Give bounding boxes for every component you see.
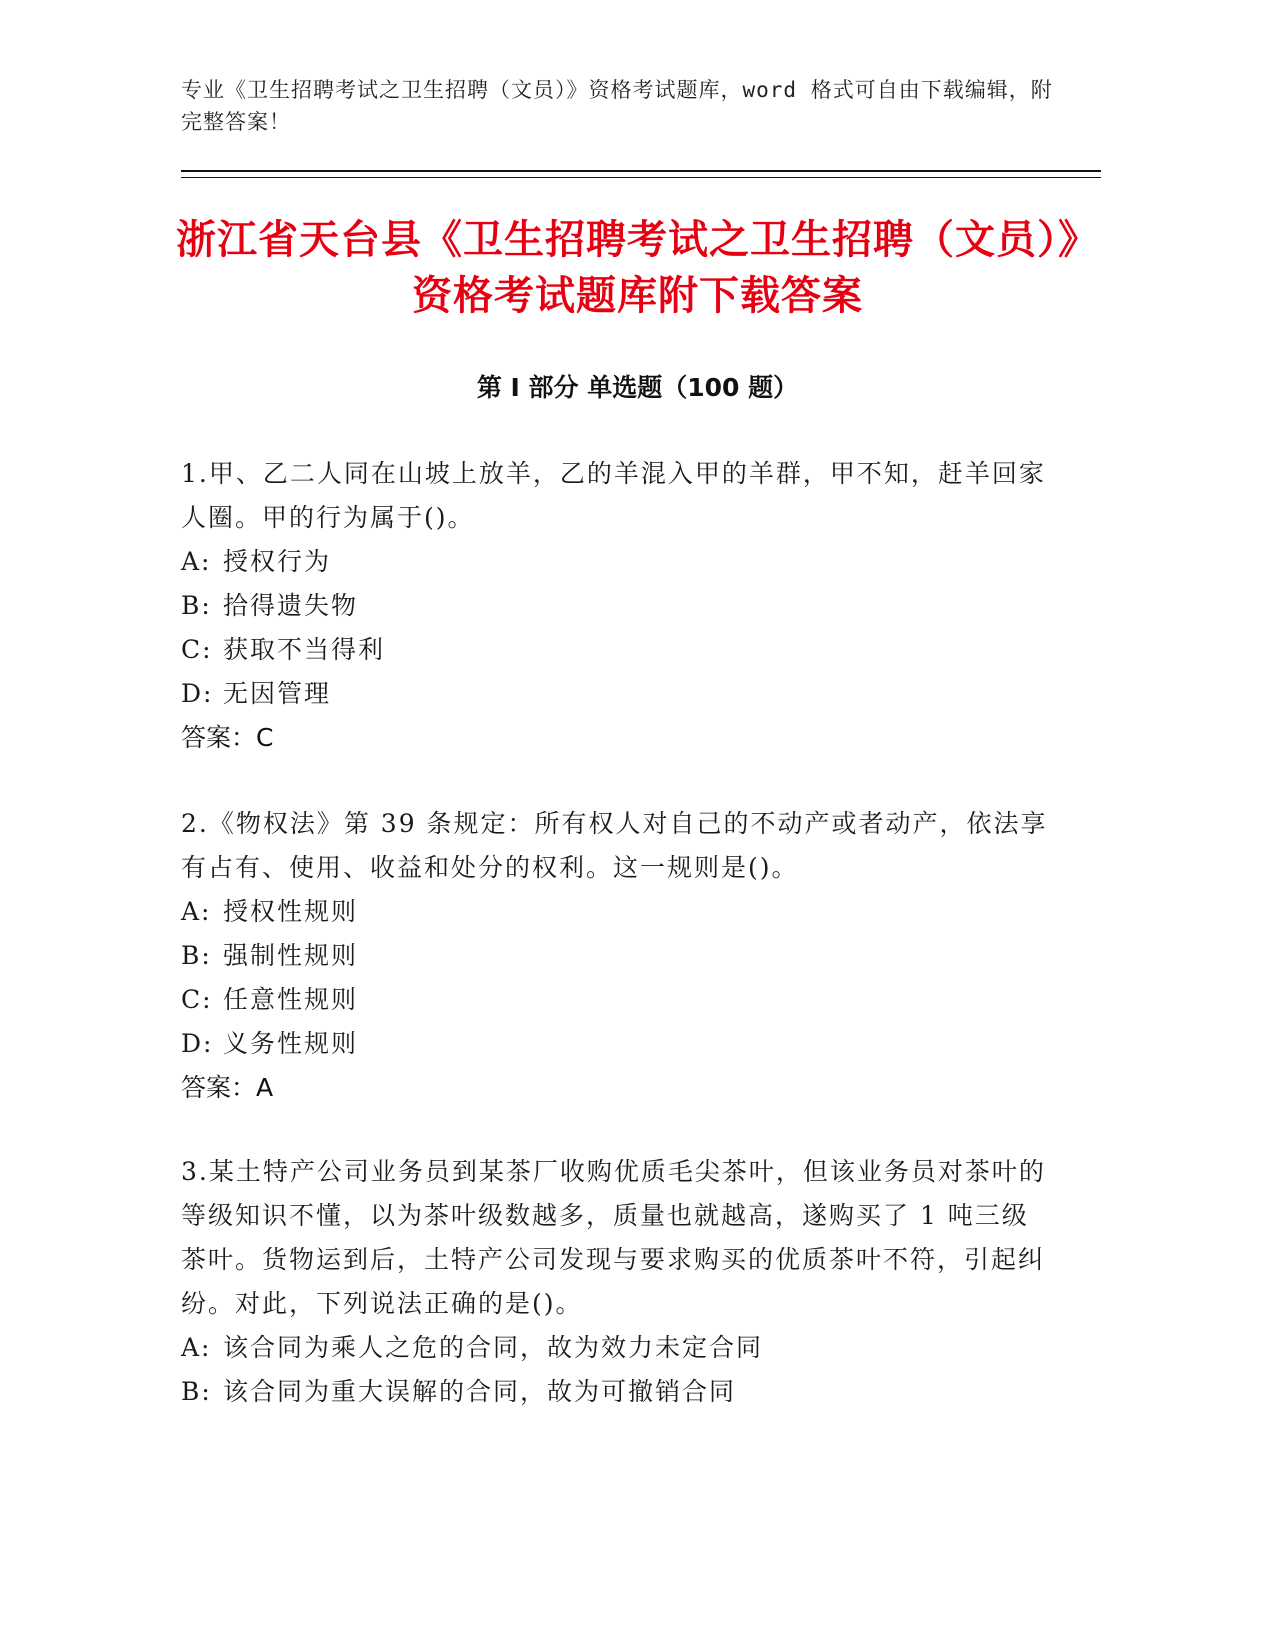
option-key: A: [181,897,212,926]
option-key: A: [181,547,212,576]
question-3 [181,1150,1051,1414]
option-text: 强制性规则 [223,941,359,970]
option-a [181,540,1051,584]
option-text: 无因管理 [223,679,332,708]
answer-label: 答案：C [181,723,274,752]
option-key: C: [181,985,213,1014]
option-text: 该合同为乘人之危的合同，故为效力未定合同 [223,1333,764,1362]
option-key: C: [181,635,213,664]
option-key: B: [181,591,212,620]
option-c [181,978,1051,1022]
option-d [181,1022,1051,1066]
option-text: 获取不当得利 [223,635,386,664]
option-key: A: [181,1333,212,1362]
question-2 [181,802,1051,1110]
option-text: 授权行为 [223,547,332,576]
option-b [181,934,1051,978]
option-text: 义务性规则 [223,1029,359,1058]
option-a [181,1326,1051,1370]
option-key: D: [181,679,214,708]
option-text: 授权性规则 [223,897,359,926]
option-key: D: [181,1029,214,1058]
option-c [181,628,1051,672]
option-a [181,890,1051,934]
document-title: 浙江省天台县《卫生招聘考试之卫生招聘（文员）》资格考试题库附下载答案 [176,217,1099,319]
option-text: 拾得遗失物 [223,591,359,620]
option-text: 该合同为重大误解的合同，故为可撤销合同 [223,1377,737,1406]
answer-label: 答案：A [181,1073,274,1102]
option-text: 任意性规则 [223,985,359,1014]
question-stem: 1.甲、乙二人同在山坡上放羊，乙的羊混入甲的羊群，甲不知，赶羊回家人圈。甲的行为属于()。 [181,459,1046,532]
section-title: 第 I 部分 单选题（100 题） [476,373,799,402]
question-1 [181,452,1051,760]
option-key: B: [181,941,212,970]
question-stem: 2.《物权法》第 39 条规定：所有权人对自己的不动产或者动产，依法享有占有、使用、收益和处分的权利。这一规则是()。 [181,809,1048,882]
option-d [181,672,1051,716]
option-b [181,1370,1051,1414]
header-note: 专业《卫生招聘考试之卫生招聘（文员）》资格考试题库，word 格式可自由下载编辑，附完整答案！ [181,78,1053,134]
option-key: B: [181,1377,212,1406]
header-divider-thick [181,170,1101,172]
option-b [181,584,1051,628]
header-divider-thin [181,177,1101,178]
question-stem: 3.某土特产公司业务员到某茶厂收购优质毛尖茶叶，但该业务员对茶叶的等级知识不懂，以为茶叶级数越多，质量也就越高，遂购买了 1 吨三级茶叶。货物运到后，土特产公司发现与要求购买的优质茶叶不符，引起纠纷。对此，下列说法正确的是()。 [181,1157,1046,1318]
